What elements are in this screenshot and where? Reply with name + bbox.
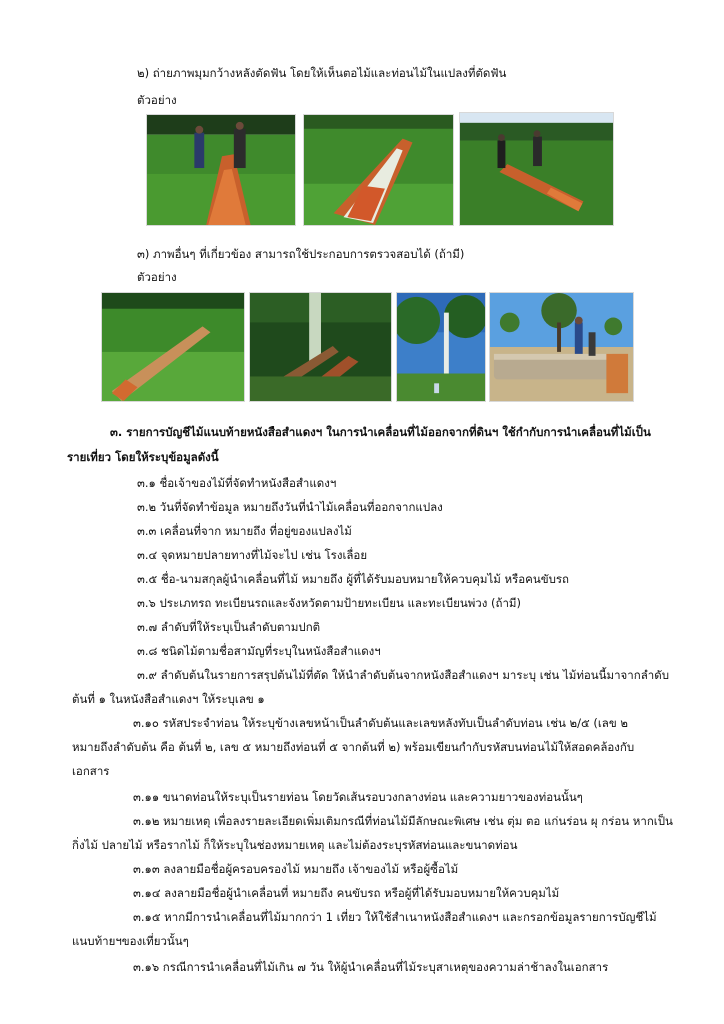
item-3-9-line2: ต้นที่ ๑ ในหนังสือสำแดงฯ ให้ระบุเลข ๑ <box>72 692 265 706</box>
main-heading-line2: รายเที่ยว โดยให้ระบุข้อมูลดังนี้ <box>67 450 219 464</box>
item-3-3: ๓.๓ เคลื่อนที่จาก หมายถึง ที่อยู่ของแปลงไม้ <box>137 524 352 538</box>
item-3-10-line1: ๓.๑๐ รหัสประจำท่อน ให้ระบุข้างเลขหน้าเป็นลำดับต้นและเลขหลังทับเป็นลำดับท่อน เช่น ๒/๕ (เลข ๒ <box>133 716 628 730</box>
photo-felled-log-1 <box>146 114 296 226</box>
item-3-15-line1: ๓.๑๕ หากมีการนำเคลื่อนที่ไม้มากกว่า 1 เที่ยว ให้ใช้สำเนาหนังสือสำแดงฯ และกรอกข้อมูลรายการบัญชีไม้ <box>133 910 657 924</box>
photo-other-1 <box>101 292 245 402</box>
section2-heading: ๒) ถ่ายภาพมุมกว้างหลังตัดฟัน โดยให้เห็นตอไม้และท่อนไม้ในแปลงที่ตัดฟัน <box>137 66 507 80</box>
item-3-2: ๓.๒ วันที่จัดทำข้อมูล หมายถึงวันที่นำไม้เคลื่อนที่ออกจากแปลง <box>137 500 443 514</box>
item-3-4: ๓.๔ จุดหมายปลายทางที่ไม้จะไป เช่น โรงเลื่อย <box>137 548 368 562</box>
section2-example-label: ตัวอย่าง <box>137 93 177 107</box>
item-3-13: ๓.๑๓ ลงลายมือชื่อผู้ครอบครองไม้ หมายถึง เจ้าของไม้ หรือผู้ซื้อไม้ <box>133 862 459 876</box>
item-3-12-line1: ๓.๑๒ หมายเหตุ เพื่อลงรายละเอียดเพิ่มเติมกรณีที่ท่อนไม้มีลักษณะพิเศษ เช่น ตุ่ม ตอ แก่นร่อน ผุ กร่อน หากเป็น <box>133 814 673 828</box>
item-3-1: ๓.๑ ชื่อเจ้าของไม้ที่จัดทำหนังสือสำแดงฯ <box>137 476 337 490</box>
photo-other-2 <box>249 292 392 402</box>
item-3-9-line1: ๓.๙ ลำดับต้นในรายการสรุปต้นไม้ที่ตัด ให้นำลำดับต้นจากหนังสือสำแดงฯ มาระบุ เช่น ไม้ท่อนนี้มาจากลำดับ <box>137 668 669 682</box>
item-3-6: ๓.๖ ประเภทรถ ทะเบียนรถและจังหวัดตามป้ายทะเบียน และทะเบียนพ่วง (ถ้ามี) <box>137 596 521 610</box>
item-3-10-line2: หมายถึงลำดับต้น คือ ต้นที่ ๒, เลข ๕ หมายถึงท่อนที่ ๕ จากต้นที่ ๒) พร้อมเขียนกำกับรหัสบนท่อนไม้ให้สอดคล้องกับ <box>72 740 635 754</box>
photo-felled-log-3 <box>459 112 614 226</box>
item-3-12-line2: กิ่งไม้ ปลายไม้ หรือรากไม้ ก็ให้ระบุในช่องหมายเหตุ และไม่ต้องระบุรหัสท่อนและขนาดท่อน <box>72 838 518 852</box>
photo-felled-log-2 <box>303 114 454 226</box>
item-3-8: ๓.๘ ชนิดไม้ตามชื่อสามัญที่ระบุในหนังสือสำแดงฯ <box>137 644 381 658</box>
item-3-5: ๓.๕ ชื่อ-นามสกุลผู้นำเคลื่อนที่ไม้ หมายถึง ผู้ที่ได้รับมอบหมายให้ควบคุมไม้ หรือคนขับรถ <box>137 572 570 586</box>
item-3-11: ๓.๑๑ ขนาดท่อนให้ระบุเป็นรายท่อน โดยวัดเส้นรอบวงกลางท่อน และความยาวของท่อนนั้นๆ <box>133 790 583 804</box>
photo-other-3 <box>396 292 486 402</box>
item-3-14: ๓.๑๔ ลงลายมือชื่อผู้นำเคลื่อนที่ หมายถึง คนขับรถ หรือผู้ที่ได้รับมอบหมายให้ควบคุมไม้ <box>133 886 560 900</box>
main-heading-line1: ๓. รายการบัญชีไม้แนบท้ายหนังสือสำแดงฯ ในการนำเคลื่อนที่ไม้ออกจากที่ดินฯ ใช้กำกับการนำเคลื่อนที่ไม้เป็น <box>110 425 651 439</box>
item-3-7: ๓.๗ ลำดับที่ให้ระบุเป็นลำดับตามปกติ <box>137 620 321 634</box>
section3-heading: ๓) ภาพอื่นๆ ที่เกี่ยวข้อง สามารถใช้ประกอบการตรวจสอบได้ (ถ้ามี) <box>137 247 465 261</box>
item-3-16: ๓.๑๖ กรณีการนำเคลื่อนที่ไม้เกิน ๗ วัน ให้ผู้นำเคลื่อนที่ไม้ระบุสาเหตุของความล่าช้าลงในเอกสาร <box>133 960 609 974</box>
item-3-10-line3: เอกสาร <box>72 764 110 778</box>
section3-example-label: ตัวอย่าง <box>137 270 177 284</box>
item-3-15-line2: แนบท้ายฯของเที่ยวนั้นๆ <box>72 934 189 948</box>
photo-other-4 <box>489 292 634 402</box>
